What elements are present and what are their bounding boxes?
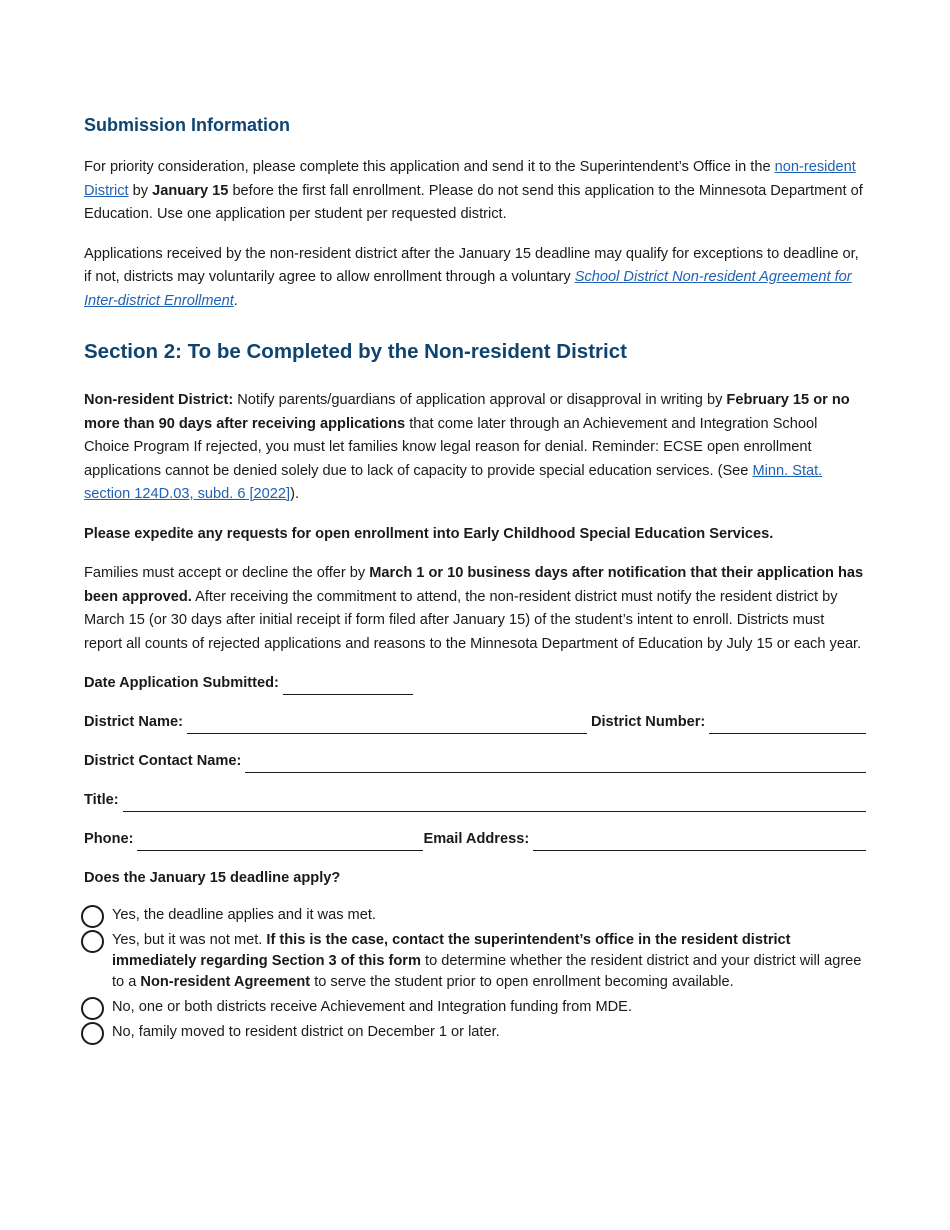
radio-button[interactable] (81, 930, 104, 953)
date-submitted-field[interactable] (283, 677, 413, 695)
text: to determine whether the resident district and your district will agree to a (112, 952, 862, 990)
text: before the first fall enrollment. Please do not send this application to the Minnesota Department of Education. Use one application per student per requested district. (84, 182, 863, 222)
phone-field[interactable] (137, 833, 423, 851)
text: Applications received by the non-resident district after the January 15 deadline may qualify for exceptions to deadline or, if not, districts may voluntarily agree to allow enrollment through a voluntary (84, 245, 859, 285)
non-resident-agreement-link[interactable]: School District Non-resident Agreement for Inter-district Enrollment (84, 269, 852, 309)
district-number-field[interactable] (709, 716, 866, 734)
submission-paragraph-2 (84, 243, 866, 314)
text: that come later through an Achievement and Integration School Choice Program If rejected, you must let families know legal reason for denial. Reminder: ECSE open enrollment applications cannot be denied solely due to lack of capacity to provide special education services. (See (84, 415, 818, 479)
section-2-paragraph-1 (84, 389, 866, 507)
radio-button[interactable] (81, 1022, 104, 1045)
radio-button[interactable] (81, 997, 104, 1020)
date-submitted-row (84, 672, 866, 695)
deadline-question: Does the January 15 deadline apply? (84, 870, 341, 886)
district-name-label: District Name: (84, 713, 183, 730)
deadline-option-funding[interactable] (84, 997, 866, 1018)
contact-name-label: District Contact Name: (84, 752, 242, 769)
submission-heading: Submission Information (84, 115, 291, 135)
statute-link[interactable]: Minn. Stat. section 124D.03, subd. 6 [2022] (84, 462, 823, 502)
text: Notify parents/guardians of application approval or disapproval in writing by (233, 392, 727, 408)
date-submitted-label: Date Application Submitted: (84, 674, 279, 691)
submission-paragraph-1 (84, 156, 866, 227)
text: Families must accept or decline the offer by (84, 565, 370, 581)
text: by (128, 182, 153, 199)
option-label: Yes, the deadline applies and it was met. (112, 906, 376, 923)
bold-text: Please expedite any requests for open enrollment into Early Childhood Special Education Services. (84, 525, 774, 542)
document-content (84, 112, 866, 1047)
district-name-field[interactable] (187, 716, 587, 734)
deadline-option-not-met[interactable] (84, 930, 866, 993)
option-label: No, family moved to resident district on December 1 or later. (112, 1023, 500, 1040)
phone-label: Phone: (84, 830, 134, 847)
section-2-paragraph-2 (84, 523, 866, 547)
text: Yes, but it was not met. (112, 931, 267, 948)
email-field[interactable] (533, 833, 866, 851)
district-row (84, 711, 866, 734)
deadline-option-moved[interactable] (84, 1022, 866, 1043)
text: . (233, 292, 238, 309)
section-2-heading: Section 2: To be Completed by the Non-resident District (84, 340, 627, 363)
non-resident-district-link[interactable]: non-resident District (84, 159, 856, 199)
option-label: No, one or both districts receive Achievement and Integration funding from MDE. (112, 998, 632, 1015)
bold-text: Non-resident Agreement (140, 973, 311, 990)
radio-button[interactable] (81, 905, 104, 928)
bold-text: March 1 or 10 business days after notification that their application has been approved. (84, 565, 864, 605)
text: ). (290, 486, 300, 502)
title-field[interactable] (123, 794, 866, 812)
phone-email-row (84, 828, 866, 851)
contact-name-field[interactable] (245, 755, 866, 773)
bold-text: February 15 or no more than 90 days after receiving applications (84, 392, 850, 432)
district-number-label: District Number: (590, 713, 706, 730)
email-label: Email Address: (423, 830, 530, 847)
bold-text: If this is the case, contact the superintendent’s office in the resident district immediately regarding Section 3 of this form (112, 931, 791, 969)
deadline-date: January 15 (152, 182, 229, 199)
bold-text: Non-resident District: (84, 392, 234, 408)
text: After receiving the commitment to attend, the non-resident district must notify the resident district by March 15 (or 30 days after initial receipt if form filed after January 15) of the student’s intent to enroll. Districts must report all counts of rejected applications and reasons to the Minnesota Department of Education by July 15 or each year. (84, 588, 862, 652)
title-label: Title: (84, 791, 119, 808)
text: For priority consideration, please complete this application and send it to the Superintendent’s Office in the (84, 159, 775, 175)
deadline-option-met[interactable] (84, 905, 866, 926)
title-row (84, 789, 866, 812)
text: to serve the student prior to open enrollment becoming available. (310, 973, 734, 990)
contact-name-row (84, 750, 866, 773)
section-2-paragraph-3 (84, 562, 866, 656)
